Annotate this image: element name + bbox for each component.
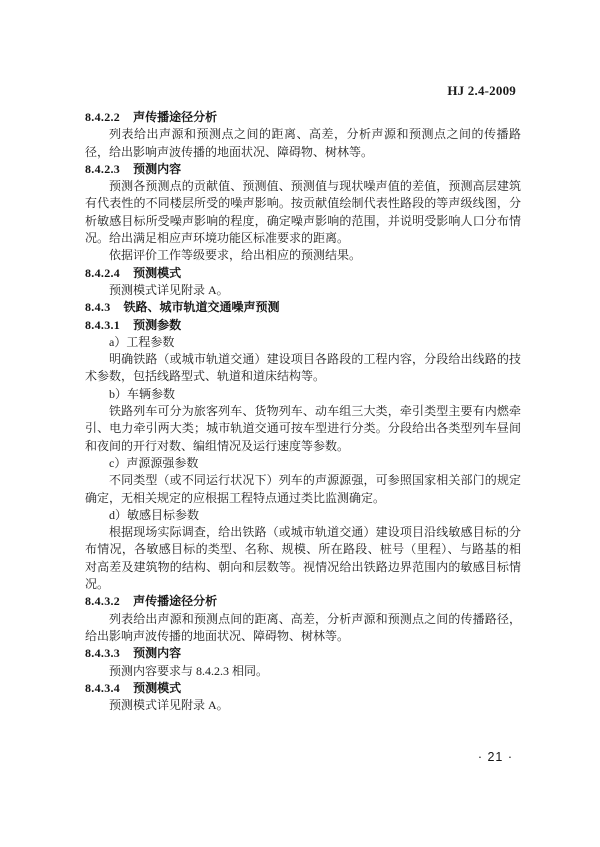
page-number: · 21 · (477, 750, 513, 764)
section-heading-8.4.3.3 (85, 645, 521, 662)
section-title: 预测模式 (133, 680, 182, 695)
section-heading-8.4.2.3 (85, 161, 521, 178)
section-heading-8.4.3.1 (85, 317, 521, 334)
paragraph: 列表给出声源和预测点间的距离、高差，分析声源和预测点之间的传播路径，给出影响声波传播的地面状况、障碍物、树林等。 (85, 611, 521, 643)
paragraph: 不同类型（或不同运行状况下）列车的声源源强，可参照国家相关部门的规定确定，无相关规定的应根据工程特点通过类比监测确定。 (85, 473, 521, 505)
section-title: 预测参数 (133, 317, 182, 332)
paragraph: 预测模式详见附录 A。 (109, 698, 229, 713)
paragraph: 明确铁路（或城市轨道交通）建设项目各路段的工程内容，分段给出线路的技术参数，包括线路型式、轨道和道床结构等。 (85, 352, 521, 384)
section-number: 8.4.2.3 (85, 161, 121, 176)
section-title: 声传播途径分析 (133, 110, 218, 124)
section-number: 8.4.3.3 (85, 646, 121, 661)
page-header (85, 83, 516, 99)
list-item-c: c）声源源强参数 (109, 455, 199, 470)
section-heading-8.4.2.4 (85, 265, 521, 282)
section-number: 8.4.2.4 (85, 265, 121, 280)
paragraph: 预测内容要求与 8.4.2.3 相同。 (109, 663, 269, 678)
paragraph: 预测各预测点的贡献值、预测值、预测值与现状噪声值的差值，预测高层建筑有代表性的不同楼层所受的噪声影响。按贡献值绘制代表性路段的等声级线图，分析敏感目标所受噪声影响的程度，确定噪声影响的范围，并说明受影响人口分布情况。给出满足相应声环境功能区标准要求的距离。 (85, 179, 521, 246)
list-item-d: d）敏感目标参数 (109, 507, 200, 522)
paragraph: 预测模式详见附录 A。 (109, 282, 229, 297)
section-title: 预测内容 (133, 646, 182, 661)
section-number: 8.4.3.4 (85, 680, 121, 695)
document-body (85, 109, 521, 714)
section-title: 铁路、城市轨道交通噪声预测 (123, 300, 280, 315)
section-number: 8.4.2.2 (85, 110, 121, 124)
list-item-b: b）车辆参数 (109, 386, 176, 401)
section-title: 声传播途径分析 (133, 594, 218, 609)
section-heading-8.4.3 (85, 299, 521, 316)
paragraph: 列表给出声源和预测点之间的距离、高差，分析声源和预测点之间的传播路径，给出影响声波传播的地面状况、障碍物、树林等。 (85, 127, 521, 159)
standard-number: HJ 2.4-2009 (447, 83, 516, 98)
paragraph: 根据现场实际调查，给出铁路（或城市轨道交通）建设项目沿线敏感目标的分布情况，各敏感目标的类型、名称、规模、所在路段、桩号（里程）、与路基的相对高差及建筑物的结构、朝向和层数等。视情况给出铁路边界范围内的敏感目标情况。 (85, 525, 521, 592)
paragraph: 铁路列车可分为旅客列车、货物列车、动车组三大类，牵引类型主要有内燃牵引、电力牵引两大类；城市轨道交通可按车型进行分类。分段给出各类型列车昼间和夜间的开行对数、编组情况及运行速度等参数。 (85, 404, 521, 453)
section-title: 预测模式 (133, 265, 182, 280)
list-item-a: a）工程参数 (109, 334, 175, 349)
section-heading-8.4.3.2 (85, 593, 521, 610)
section-number: 8.4.3 (85, 300, 111, 315)
section-number: 8.4.3.2 (85, 594, 121, 609)
section-number: 8.4.3.1 (85, 317, 121, 332)
paragraph: 依据评价工作等级要求，给出相应的预测结果。 (109, 248, 362, 263)
section-title: 预测内容 (133, 161, 182, 176)
section-heading-8.4.2.2 (85, 109, 521, 126)
section-heading-8.4.3.4 (85, 680, 521, 697)
